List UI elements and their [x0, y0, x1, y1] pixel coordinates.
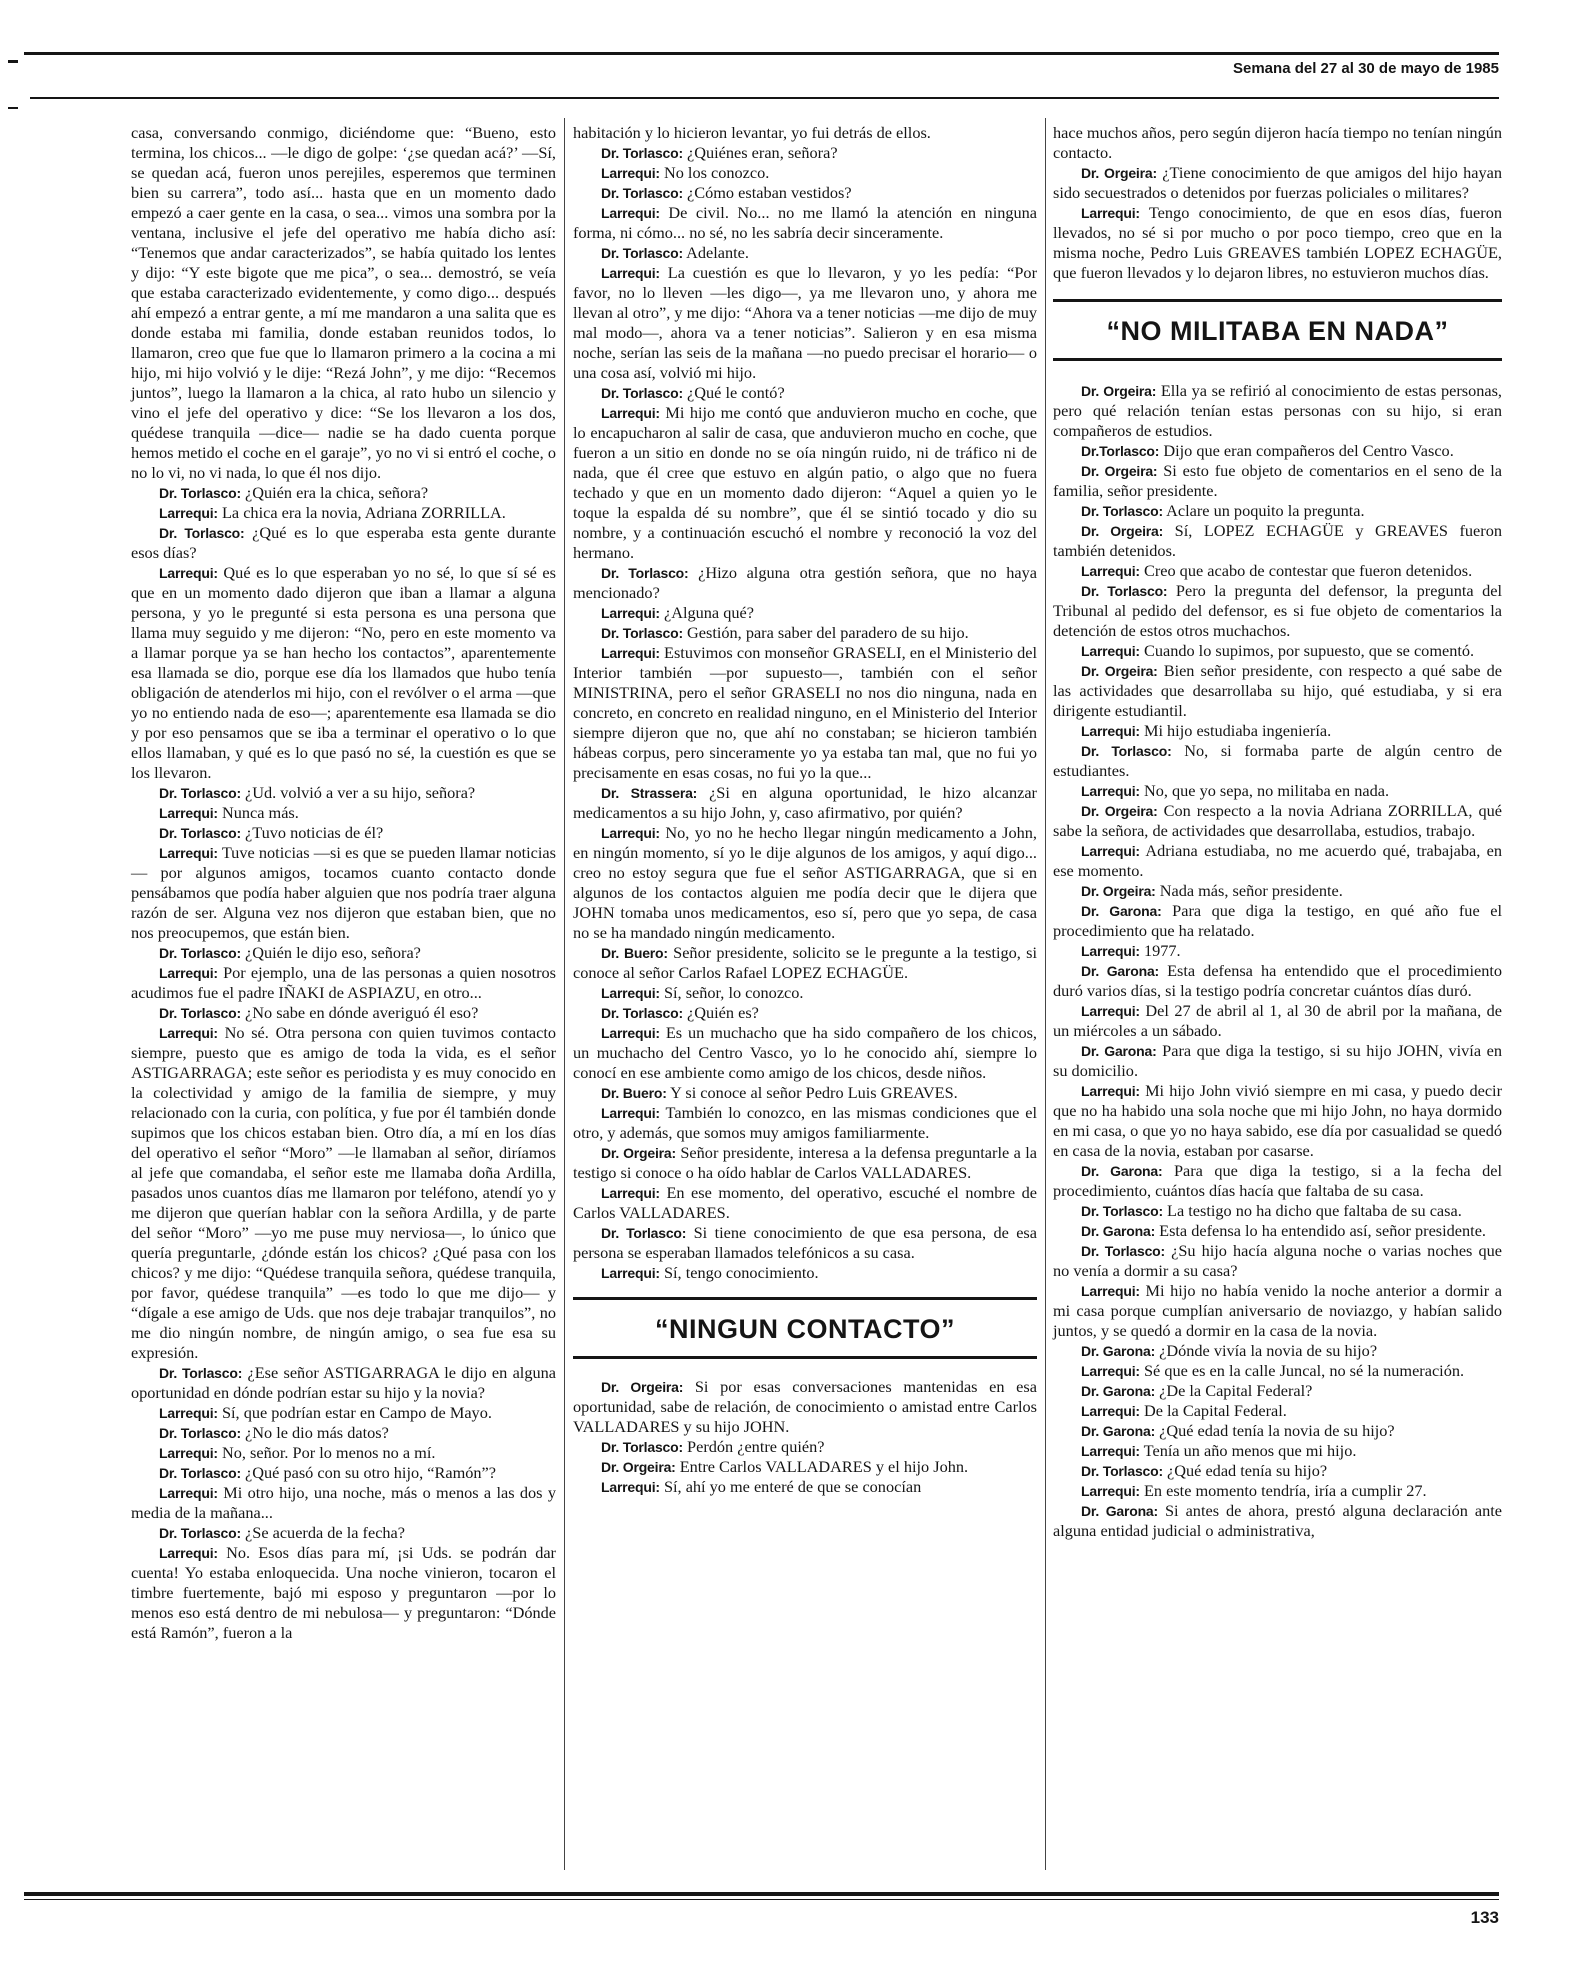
paragraph [1053, 941, 1502, 961]
speaker-label: Larrequi: [601, 1185, 660, 1201]
speaker-label: Dr. Torlasco: [1081, 503, 1163, 519]
speaker-label: Dr. Buero: [601, 945, 668, 961]
paragraph [131, 1463, 556, 1483]
paragraph-text: ¿Su hijo hacía alguna noche o varias noches que no venía a dormir a su casa? [1053, 1241, 1502, 1280]
paragraph-text: Sí, LOPEZ ECHAGÜE y GREAVES fueron también detenidos. [1053, 521, 1502, 560]
paragraph [573, 783, 1037, 823]
paragraph-text: Para que diga la testigo, si su hijo JOHN, vivía en su domicilio. [1053, 1041, 1502, 1080]
paragraph-text: No, si formaba parte de algún centro de estudiantes. [1053, 741, 1502, 780]
speaker-label: Dr. Garona: [1081, 1383, 1156, 1399]
speaker-label: Dr. Orgeira: [1081, 165, 1157, 181]
paragraph-text: Mi hijo estudiaba ingeniería. [1143, 721, 1332, 740]
speaker-label: Larrequi: [601, 645, 660, 661]
paragraph [1053, 841, 1502, 881]
speaker-label: Larrequi: [159, 565, 218, 581]
section-heading: “NO MILITABA EN NADA” [1053, 299, 1502, 361]
paragraph-text: También lo conozco, en las mismas condiciones que el otro, y además, que somos muy amigos familiarmente. [573, 1103, 1037, 1142]
paragraph-text: No sé. Otra persona con quien tuvimos contacto siempre, puesto que es amigo de toda la vida, es el señor ASTIGARRAGA; este señor es periodista y es muy conocido en la colectividad y amigo de la familia de siempre, y muy relacionado con la curia, con política, y fue por él también donde supimos que los chicos estaban bien. Otro día, a mí en los días del operativo el señor “Moro” —le llamaban al señor, diríamos al jefe que comandaba, el señor este me llamaba doña Ardilla, pasados unos cuantos días me llamaron por teléfono, atendí yo y me dijeron que querían hablar con la señora Ardilla, y de parte del señor “Moro” —yo me puse muy nerviosa—, lo único que quería preguntarle, ¿dónde están los chicos? ¿Qué pasa con los chicos? y me dijo: “Quédese tranquila señora, quédese tranquila, por favor, quédese tranquila” —es todo lo que me dijo— y “dígale a ese amigo de Uds. que nos deje trabajar tranquilos”, no me dio ningún nombre, de ningún amigo, o sea fue esa su expresión. [131, 1023, 556, 1362]
paragraph [1053, 1221, 1502, 1241]
paragraph-text: Sí, ahí yo me enteré de que se conocían [663, 1477, 922, 1496]
paragraph [1053, 123, 1502, 163]
paragraph-text: ¿Quiénes eran, señora? [687, 143, 838, 162]
speaker-label: Larrequi: [1081, 205, 1140, 221]
paragraph [1053, 1381, 1502, 1401]
speaker-label: Dr. Buero: [601, 1085, 667, 1101]
speaker-label: Dr. Torlasco: [601, 185, 683, 201]
paragraph [1053, 381, 1502, 441]
speaker-label: Dr. Torlasco: [1081, 1463, 1163, 1479]
paragraph [1053, 1341, 1502, 1361]
paragraph-text: ¿Tiene conocimiento de que amigos del hijo hayan sido secuestrados o detenidos por fuerzas policiales o militares? [1053, 163, 1502, 202]
paragraph [131, 1483, 556, 1523]
paragraph-text: Sí, tengo conocimiento. [663, 1263, 819, 1282]
paragraph-text: Para que diga la testigo, en qué año fue el procedimiento que ha relatado. [1053, 901, 1503, 940]
speaker-label: Larrequi: [159, 1485, 218, 1501]
paragraph [1053, 461, 1502, 501]
paragraph-text: ¿Dónde vivía la novia de su hijo? [1159, 1341, 1378, 1360]
paragraph [131, 1023, 556, 1363]
paragraph [1053, 521, 1502, 561]
paragraph-text: Dijo que eran compañeros del Centro Vasco. [1163, 441, 1454, 460]
paragraph-text: Con respecto a la novia Adriana ZORRILLA, qué sabe la señora, de actividades que desarrollaba, estudios, trabajo. [1053, 801, 1502, 840]
paragraph-text: Bien señor presidente, con respecto a qué sabe de las actividades que desarrollaba su hijo, qué estudiaba, y si era dirigente estudiantil. [1053, 661, 1502, 720]
speaker-label: Larrequi: [601, 985, 660, 1001]
paragraph-text: ¿Quién le dijo eso, señora? [245, 943, 421, 962]
paragraph [131, 1403, 556, 1423]
paragraph-text: Señor presidente, interesa a la defensa preguntarle a la testigo si conoce o ha oído hablar de Carlos VALLADARES. [573, 1143, 1037, 1182]
paragraph [1053, 961, 1502, 1001]
speaker-label: Larrequi: [601, 405, 660, 421]
speaker-label: Dr. Torlasco: [159, 485, 241, 501]
paragraph-text: ¿Qué edad tenía la novia de su hijo? [1159, 1421, 1395, 1440]
paragraph-text: ¿Quién es? [687, 1003, 759, 1022]
paragraph [573, 163, 1037, 183]
speaker-label: Larrequi: [159, 505, 218, 521]
paragraph [573, 603, 1037, 623]
paragraph-text: Esta defensa lo ha entendido así, señor presidente. [1159, 1221, 1486, 1240]
paragraph [573, 1477, 1037, 1497]
paragraph-text: ¿Alguna qué? [663, 603, 754, 622]
paragraph [131, 483, 556, 503]
speaker-label: Larrequi: [1081, 783, 1140, 799]
paragraph [131, 1443, 556, 1463]
paragraph [131, 823, 556, 843]
paragraph-text: Qué es lo que esperaban yo no sé, lo que sí sé es que en un momento dado dijeron que iban a llamar a alguna persona, y yo le pregunté si esta persona es una persona que llama muy seguido y me dijeron: “No, pero en este momento va a llamar porque ya se han hecho los contactos”, aparentemente esa llamada se dio, porque ese día los llamados que hubo tenía obligación de atenderlos mi hijo, con el revólver o el arma —que yo no entiendo nada de eso—; aparentemente esa llamada se dio y por eso pensamos que se iba a terminar el operativo o lo que ellos llamaban, y qué es lo que pasó no sé, la cuestión es que se los llevaron. [131, 563, 556, 782]
paragraph [573, 383, 1037, 403]
paragraph [131, 783, 556, 803]
speaker-label: Larrequi: [1081, 1283, 1140, 1299]
speaker-label: Dr. Garona: [1081, 1423, 1156, 1439]
speaker-label: Larrequi: [159, 1405, 218, 1421]
paragraph-text: Mi hijo no había venido la noche anterior a dormir a mi casa porque cumplían aniversario de noviazgo, y habían salido juntos, y se quedó a dormir en la casa de la novia. [1053, 1281, 1502, 1340]
paragraph [573, 623, 1037, 643]
paragraph [1053, 1241, 1502, 1281]
paragraph-text: La cuestión es que lo llevaron, y yo les pedía: “Por favor, no lo lleven —les digo—, ya me llevaron uno, y ahora me llevan al otro”, y me dijo: “Ahora va a tener noticias —me dijo de muy mal modo—, ahora va a tener noticias”. Salieron y en esa misma noche, serían las seis de la mañana —no puedo precisar el horario— o una cosa así, volvió mi hijo. [573, 263, 1037, 382]
speaker-label: Dr. Orgeira: [1081, 883, 1156, 899]
paragraph [1053, 1361, 1502, 1381]
paragraph-text: ¿Qué le contó? [687, 383, 785, 402]
speaker-label: Dr.Torlasco: [1081, 443, 1160, 459]
paragraph [131, 943, 556, 963]
paragraph-text: ¿Ud. volvió a ver a su hijo, señora? [245, 783, 476, 802]
paragraph-text: Sí, que podrían estar en Campo de Mayo. [221, 1403, 492, 1422]
paragraph-text: Adelante. [686, 243, 749, 262]
paragraph [1053, 661, 1502, 721]
speaker-label: Larrequi: [1081, 943, 1140, 959]
paragraph-text: ¿Qué es lo que esperaba esta gente durante esos días? [131, 523, 556, 562]
paragraph-text: Aclare un poquito la pregunta. [1166, 501, 1365, 520]
speaker-label: Dr. Garona: [1081, 963, 1160, 979]
paragraph [1053, 1281, 1502, 1341]
paragraph [1053, 581, 1502, 641]
paragraph-text: La chica era la novia, Adriana ZORRILLA. [221, 503, 506, 522]
paragraph [573, 1183, 1037, 1223]
paragraph-text: En ese momento, del operativo, escuché el nombre de Carlos VALLADARES. [573, 1183, 1037, 1222]
paragraph-text: ¿Quién era la chica, señora? [245, 483, 429, 502]
paragraph-text: De la Capital Federal. [1143, 1401, 1287, 1420]
paragraph [1053, 641, 1502, 661]
paragraph [131, 1423, 556, 1443]
paragraph-text: La testigo no ha dicho que faltaba de su casa. [1167, 1201, 1462, 1220]
paragraph-text: Señor presidente, solicito se le pregunte a la testigo, si conoce al señor Carlos Rafael LOPEZ ECHAGÜE. [573, 943, 1037, 982]
paragraph [131, 843, 556, 943]
margin-mark [8, 107, 18, 109]
paragraph [573, 1023, 1037, 1083]
paragraph [131, 523, 556, 563]
paragraph-text: Tuve noticias —si es que se pueden llamar noticias— por algunos amigos, tocamos cuanto contacto donde pensábamos que podía haber alguien que nos podría traer alguna razón de ser. Alguna vez nos dijeron que estaban bien, que no nos preocupemos, que están bien. [131, 843, 556, 942]
speaker-label: Larrequi: [1081, 1083, 1140, 1099]
paragraph-text: Sé que es en la calle Juncal, no sé la numeración. [1143, 1361, 1465, 1380]
paragraph [131, 963, 556, 1003]
speaker-label: Dr. Torlasco: [159, 1005, 241, 1021]
paragraph-text: Si tiene conocimiento de que esa persona, de esa persona se esperaban llamados telefónicos a su casa. [573, 1223, 1037, 1262]
paragraph [1053, 801, 1502, 841]
paragraph-text: Ella ya se refirió al conocimiento de estas personas, pero qué relación tenían estas personas con su hijo, si eran compañeros de estudios. [1053, 381, 1502, 440]
paragraph [573, 1377, 1037, 1437]
paragraph-text: Del 27 de abril al 1, al 30 de abril por la mañana, de un miércoles a un sábado. [1053, 1001, 1502, 1040]
paragraph [573, 943, 1037, 983]
paragraph-text: Estuvimos con monseñor GRASELI, en el Ministerio del Interior también —por supuesto—, también con el señor MINISTRINA, pero el señor GRASELI no nos dio ninguna, nada en concreto, en concreto en realidad ninguno, en el Ministerio del Interior siempre dijeron que no, que ahí no constaban; se hicieron también hábeas corpus, pero sinceramente yo ya estaba tan mal, que no fui yo precisamente en esas cosas, no fui yo la que... [573, 643, 1037, 782]
speaker-label: Dr. Strassera: [601, 785, 698, 801]
speaker-label: Larrequi: [601, 265, 660, 281]
speaker-label: Dr. Garona: [1081, 1043, 1157, 1059]
paragraph [573, 823, 1037, 943]
paragraph-text: Mi hijo me contó que anduvieron mucho en coche, que lo encapucharon al salir de casa, que anduvieron mucho en coche, que fueron a un sitio en donde no se oía ningún ruido, ni de tráfico ni de nada, que él cree que estuvo en algún patio, o algo que no fuera techado y que en un momento dado dijeron: “Aquel a quien yo le toque la espalda dé su nombre”, que él se sintió tocado y dio su nombre, y a continuación escuchó el nombre y reconoció la voz del hermano. [573, 403, 1037, 562]
paragraph [1053, 203, 1502, 283]
paragraph-text: Sí, señor, lo conozco. [663, 983, 804, 1002]
speaker-label: Dr. Torlasco: [601, 1439, 683, 1455]
header-underline [30, 97, 1499, 99]
speaker-label: Dr. Torlasco: [159, 525, 245, 541]
page-header: Semana del 27 al 30 de mayo de 1985 [1233, 60, 1499, 77]
speaker-label: Dr. Torlasco: [601, 245, 683, 261]
speaker-label: Larrequi: [601, 165, 660, 181]
speaker-label: Dr. Torlasco: [159, 945, 241, 961]
paragraph [573, 1103, 1037, 1143]
speaker-label: Dr. Garona: [1081, 1343, 1156, 1359]
speaker-label: Larrequi: [601, 825, 660, 841]
speaker-label: Dr. Torlasco: [1081, 1203, 1163, 1219]
speaker-label: Dr. Torlasco: [601, 625, 683, 641]
paragraph-text: ¿Cómo estaban vestidos? [687, 183, 852, 202]
paragraph-text: No los conozco. [663, 163, 770, 182]
speaker-label: Dr. Torlasco: [159, 1525, 241, 1541]
speaker-label: Larrequi: [159, 1445, 218, 1461]
paragraph-text: 1977. [1143, 941, 1181, 960]
paragraph [1053, 741, 1502, 781]
speaker-label: Dr. Orgeira: [601, 1379, 684, 1395]
paragraph-text: ¿Se acuerda de la fecha? [245, 1523, 406, 1542]
speaker-label: Larrequi: [601, 1025, 660, 1041]
paragraph-text: Para que diga la testigo, si a la fecha del procedimiento, cuántos días hacía que faltaba de su casa. [1053, 1161, 1503, 1200]
speaker-label: Dr. Torlasco: [159, 785, 241, 801]
paragraph-text: Tengo conocimiento, de que en esos días, fueron llevados, no sé si por mucho o por poco tiempo, creo que en la misma noche, Pedro Luis GREAVES también LOPEZ ECHAGÜE, que fueron llevados y lo dejaron libres, no estuvieron muchos días. [1053, 203, 1502, 282]
speaker-label: Dr. Torlasco: [159, 825, 241, 841]
paragraph-text: ¿No sabe en dónde averiguó él eso? [245, 1003, 479, 1022]
paragraph [1053, 501, 1502, 521]
paragraph [1053, 1441, 1502, 1461]
speaker-label: Dr. Torlasco: [1081, 1243, 1165, 1259]
paragraph-text: Si por esas conversaciones mantenidas en esa oportunidad, sabe de relación, de conocimiento o amistad entre Carlos VALLADARES y su hijo JOHN. [573, 1377, 1037, 1436]
margin-mark [8, 60, 18, 63]
paragraph-text: habitación y lo hicieron levantar, yo fui detrás de ellos. [573, 123, 931, 142]
paragraph [1053, 1501, 1502, 1541]
speaker-label: Dr. Garona: [1081, 1163, 1163, 1179]
speaker-label: Dr. Orgeira: [1081, 463, 1158, 479]
paragraph-text: Creo que acabo de contestar que fueron detenidos. [1143, 561, 1473, 580]
speaker-label: Dr. Orgeira: [1081, 383, 1157, 399]
paragraph [1053, 1421, 1502, 1441]
paragraph [1053, 1401, 1502, 1421]
speaker-label: Dr. Torlasco: [601, 385, 683, 401]
speaker-label: Larrequi: [159, 1545, 218, 1561]
paragraph [573, 1263, 1037, 1283]
paragraph-text: Mi otro hijo, una noche, más o menos a las dos y media de la mañana... [131, 1483, 556, 1522]
column-divider [564, 118, 565, 1870]
paragraph [573, 263, 1037, 383]
paragraph [1053, 901, 1502, 941]
paragraph [131, 1363, 556, 1403]
paragraph-text: Entre Carlos VALLADARES y el hijo John. [679, 1457, 969, 1476]
paragraph [1053, 1161, 1502, 1201]
paragraph-text: ¿Si en alguna oportunidad, le hizo alcanzar medicamentos a su hijo John, y, caso afirmativo, por quién? [573, 783, 1037, 822]
paragraph-text: Tenía un año menos que mi hijo. [1143, 1441, 1357, 1460]
column-divider [1045, 118, 1046, 1870]
paragraph-text: No, que yo sepa, no militaba en nada. [1143, 781, 1390, 800]
speaker-label: Dr. Torlasco: [159, 1425, 241, 1441]
paragraph-text: casa, conversando conmigo, diciéndome que: “Bueno, esto termina, los chicos... —le digo de golpe: ‘¿se quedan acá?’ —Sí, se quedan acá, fueron unos perejiles, esperemos que terminen bien su carrera”, todo así... hasta que en un momento dado empezó a caer gente en la casa, o sea... vimos una sombra por la ventana, inclusive el jefe del operativo me había dicho así: “Tenemos que andar caracterizados”, se había quitado los lentes y dijo: “Y este bigote que me pica”, o sea... demostró, se veía que estaba caracterizado evidentemente, y como digo... después ahí empezó a entrar gente, a mí me mandaron a una salita que es donde estaba mi familia, donde estaban reunidos todos, lo llamaron, creo que fue que lo llamaron primero a la cocina a mi hijo, mi hijo volvió y le dije: “Rezá John”, y me dijo: “Recemos juntos”, luego la llamaron a la chica, al rato hubo un silencio y vino el jefe del operativo y dice: “Se los llevaron a los dos, quédese tranquila —dice— nadie se ha dado cuenta porque hemos metido el coche en el garaje”, yo no vi si entró el coche, o no lo vi, no vi nada, lo que él nos dijo. [131, 123, 556, 482]
paragraph [1053, 721, 1502, 741]
paragraph-text: Cuando lo supimos, por supuesto, que se comentó. [1143, 641, 1475, 660]
speaker-label: Dr. Orgeira: [601, 1459, 676, 1475]
paragraph [573, 403, 1037, 563]
speaker-label: Larrequi: [1081, 563, 1140, 579]
paragraph [1053, 1041, 1502, 1081]
text-column-2 [573, 123, 1037, 1497]
speaker-label: Dr. Torlasco: [159, 1365, 243, 1381]
paragraph [573, 1223, 1037, 1263]
paragraph [573, 243, 1037, 263]
paragraph [573, 143, 1037, 163]
speaker-label: Dr. Orgeira: [601, 1145, 676, 1161]
paragraph [573, 183, 1037, 203]
paragraph-text: No, yo no he hecho llegar ningún medicamento a John, en ningún momento, sí yo le dije algunos de los amigos, y aquí digo... creo no estoy segura que fue el señor ASTIGARRAGA, que si en algunos de los contactos alguien me podía decir que le dijera que JOHN tomaba unos medicamentos, eso sí, pero que yo sepa, de casa no se ha mandado ningún medicamento. [573, 823, 1037, 942]
speaker-label: Larrequi: [159, 965, 218, 981]
speaker-label: Larrequi: [1081, 1363, 1140, 1379]
paragraph-text: Si antes de ahora, prestó alguna declaración ante alguna entidad judicial o administrativa, [1053, 1501, 1502, 1540]
paragraph [1053, 1201, 1502, 1221]
paragraph-text: Y si conoce al señor Pedro Luis GREAVES. [670, 1083, 958, 1102]
paragraph [131, 563, 556, 783]
paragraph [1053, 1081, 1502, 1161]
paragraph-text: Pero la pregunta del defensor, la pregunta del Tribunal al pedido del defensor, es si fue objeto de comentarios la detención de estos otros muchachos. [1053, 581, 1502, 640]
speaker-label: Dr. Orgeira: [1081, 663, 1158, 679]
paragraph [131, 803, 556, 823]
paragraph [1053, 1001, 1502, 1041]
paragraph-text: No, señor. Por lo menos no a mí. [221, 1443, 436, 1462]
speaker-label: Larrequi: [159, 845, 218, 861]
speaker-label: Larrequi: [1081, 1443, 1140, 1459]
paragraph [131, 1003, 556, 1023]
paragraph [573, 123, 1037, 143]
paragraph [131, 1523, 556, 1543]
paragraph [573, 983, 1037, 1003]
text-column-1 [131, 123, 556, 1643]
paragraph [1053, 163, 1502, 203]
paragraph [573, 1083, 1037, 1103]
paragraph-text: Gestión, para saber del paradero de su hijo. [687, 623, 969, 642]
paragraph-text: ¿Tuvo noticias de él? [245, 823, 384, 842]
speaker-label: Larrequi: [1081, 723, 1140, 739]
paragraph-text: ¿Hizo alguna otra gestión señora, que no haya mencionado? [573, 563, 1037, 602]
paragraph [131, 123, 556, 483]
section-heading: “NINGUN CONTACTO” [573, 1297, 1037, 1359]
paragraph-text: Adriana estudiaba, no me acuerdo qué, trabajaba, en ese momento. [1053, 841, 1502, 880]
bottom-rule [24, 1892, 1499, 1896]
paragraph-text: Perdón ¿entre quién? [687, 1437, 825, 1456]
paragraph [573, 643, 1037, 783]
speaker-label: Larrequi: [1081, 643, 1140, 659]
speaker-label: Larrequi: [601, 1105, 660, 1121]
paragraph-text: hace muchos años, pero según dijeron hacía tiempo no tenían ningún contacto. [1053, 123, 1502, 162]
speaker-label: Dr. Orgeira: [1081, 803, 1158, 819]
paragraph-text: Si esto fue objeto de comentarios en el seno de la familia, señor presidente. [1053, 461, 1502, 500]
paragraph [1053, 881, 1502, 901]
speaker-label: Dr. Garona: [1081, 1503, 1158, 1519]
paragraph-text: Es un muchacho que ha sido compañero de los chicos, un muchacho del Centro Vasco, yo lo he conocido ahí, siempre lo conocí en ese ambiente como amigo de los chicos, desde niños. [573, 1023, 1037, 1082]
paragraph [573, 1003, 1037, 1023]
speaker-label: Dr. Torlasco: [1081, 743, 1172, 759]
paragraph-text: ¿No le dio más datos? [245, 1423, 389, 1442]
paragraph-text: Nada más, señor presidente. [1159, 881, 1343, 900]
speaker-label: Dr. Torlasco: [159, 1465, 241, 1481]
paragraph [1053, 561, 1502, 581]
speaker-label: Larrequi: [601, 1265, 660, 1281]
paragraph [1053, 1481, 1502, 1501]
paragraph [573, 1457, 1037, 1477]
speaker-label: Larrequi: [601, 205, 660, 221]
bottom-rule-thin [24, 1899, 1499, 1900]
speaker-label: Larrequi: [159, 805, 218, 821]
speaker-label: Dr. Torlasco: [601, 145, 683, 161]
speaker-label: Dr. Torlasco: [601, 565, 689, 581]
speaker-label: Dr. Torlasco: [601, 1225, 687, 1241]
paragraph [1053, 781, 1502, 801]
speaker-label: Dr. Torlasco: [601, 1005, 683, 1021]
speaker-label: Larrequi: [159, 1025, 218, 1041]
paragraph [131, 503, 556, 523]
page-number: 133 [1470, 1908, 1499, 1927]
paragraph [1053, 441, 1502, 461]
paragraph [131, 1543, 556, 1643]
paragraph [573, 563, 1037, 603]
paragraph [573, 1143, 1037, 1183]
paragraph-text: De civil. No... no me llamó la atención en ninguna forma, ni cómo... no sé, no les sabría decir sinceramente. [573, 203, 1038, 242]
speaker-label: Larrequi: [1081, 1403, 1140, 1419]
paragraph-text: En este momento tendría, iría a cumplir 27. [1143, 1481, 1427, 1500]
paragraph-text: ¿Qué pasó con su otro hijo, “Ramón”? [245, 1463, 496, 1482]
speaker-label: Larrequi: [1081, 1483, 1140, 1499]
paragraph-text: Nunca más. [221, 803, 299, 822]
speaker-label: Dr. Orgeira: [1081, 523, 1164, 539]
speaker-label: Larrequi: [1081, 1003, 1140, 1019]
paragraph [573, 203, 1037, 243]
speaker-label: Larrequi: [601, 605, 660, 621]
speaker-label: Dr. Torlasco: [1081, 583, 1168, 599]
paragraph-text: Mi hijo John vivió siempre en mi casa, y puedo decir que no ha habido una sola noche que mi hijo John, no haya dormido en mi casa, o que yo no haya sabido, ese día por casualidad se quedó en casa de la novia, estaban por casarse. [1053, 1081, 1503, 1160]
paragraph-text: Esta defensa ha entendido que el procedimiento duró varios días, si la testigo podría concretar cuántos días duró. [1053, 961, 1503, 1000]
text-column-3 [1053, 123, 1502, 1541]
top-rule [24, 52, 1499, 55]
paragraph-text: ¿Qué edad tenía su hijo? [1167, 1461, 1328, 1480]
speaker-label: Larrequi: [1081, 843, 1140, 859]
paragraph-text: No. Esos días para mí, ¡si Uds. se podrán dar cuenta! Yo estaba enloquecida. Una noche vinieron, tocaron el timbre fuertemente, bajó mi esposo y preguntaron —por lo menos eso está dentro de mi nebulosa— y preguntaron: “Dónde está Ramón”, fueron a la [131, 1543, 556, 1642]
paragraph-text: ¿Ese señor ASTIGARRAGA le dijo en alguna oportunidad en dónde podrían estar su hijo y la novia? [131, 1363, 556, 1402]
speaker-label: Larrequi: [601, 1479, 660, 1495]
paragraph-text: ¿De la Capital Federal? [1159, 1381, 1313, 1400]
speaker-label: Dr. Garona: [1081, 1223, 1156, 1239]
speaker-label: Dr. Garona: [1081, 903, 1162, 919]
paragraph [573, 1437, 1037, 1457]
paragraph [1053, 1461, 1502, 1481]
paragraph-text: Por ejemplo, una de las personas a quien nosotros acudimos fue el padre IÑAKI de ASPIAZU, en otro... [131, 963, 557, 1002]
